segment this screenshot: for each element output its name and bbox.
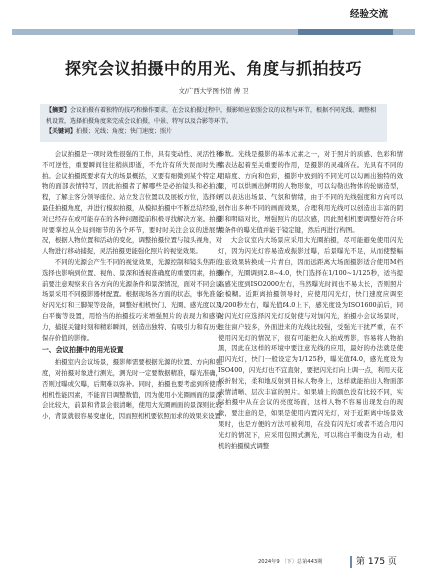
body-paragraph: 不同的光源会产生不同的视觉效果，光源控制和镜头焦距的选择也影响到位置、视角、景深和透视准确度的重要因素，拍摄前要注意观察来自各方向的光源条件和景深情况，面对不同会议场景采用不同摄影器材配置。根据现场各方面的状态，事先准备好闪光灯和三脚架等设备，调整好相机快门、光圈、感光度以及白平衡等设置，用恰当的拍摄技巧来增强照片的表现力和感染力，捕捉关键时刻和精彩瞬间，创造出独特、有吸引力和有历史保存价值的影像。 xyxy=(42,257,222,342)
left-column xyxy=(42,149,222,422)
article-author: 文/广西大学图书馆 傅 卫 xyxy=(178,87,249,95)
abstract xyxy=(46,106,381,127)
section-heading: 一、会议拍摄中的用光设置 xyxy=(42,346,124,355)
abstract-text: 会议拍摄有着独特的技巧和操作要求，在会议拍摄过程中，摄影师应依照会议的议程与环节，根据不同光线、调整相机设置，选择拍摄角度来完成会议拍摄，中景、特写以及合影等环节。 xyxy=(46,107,377,125)
section-tag: 经验交流 xyxy=(349,9,388,20)
right-column xyxy=(218,149,403,451)
section-rule xyxy=(12,29,415,35)
body-paragraph: 参数。光线是摄影的基本元素之一，对于照片的质感、色彩和情绪表达起着至关重要的作用，是摄影的灵魂所在。光具有不同的明暗度、方向和色彩，摄影中放到的不同光可以勾画出独特的效果，可以烘画出鲜明的人物形象，可以勾勒出物体的轮廓造型，可以表达出场景、气氛和情绪，由于不同的光线强度和方向可以创作出多种不同的画面效果，合理利用光线可以创造出丰富的阴影和明暗对比，增强照片的层次感，因此照相机要调整好符合环境条件的曝光值并能于镜定键，然后再进行构图。 xyxy=(218,150,403,234)
body-paragraph: 大会议室内大场景应采用大光圈拍摄，尽可能避免使用闪光灯，因为闪光灯容易造成振影过曝，后景曝光不足，从而使整幅主旅效果转换成一片青白，因而远距离大场面摄影适合使用M档操作，光圈调到2.8~4.0，快门选择在1/100~1/125秒，适当提高感光度到ISO2000左右，当然曝光时间也不易太长，否则照片会模糊。近距离拍摄领导时，应使用闪光灯，快门速度应调至1/200秒左右，曝光值f4.0上下，感光度设为ISO1600前后，同时闪光灯应选择闪光灯反射使与对加闪光，拍摄小会议场景时，往往窗户较多，外面进来的光线比较强，受强光干扰严重，在不使用闪光灯的情况下，很有可能把众人拍成剪影，容易将人物拍黑，因此在这样的环境中要注意光线的应用，最好的办法就是使用闪光灯，快门一般设定为1/125秒，曝光值f4.0，感光度设为ISO400，闪光灯也不宜直射，要把闪光灯向上调一点，利用天花板折射光，柔和地反射到目标人物身上，这样就能拍出人物面部表情清晰、层次丰富的照片。如果墙上的颜色没有比较不同，实际拍摄中从在会议的亮度场面，这样人物不容易出现发白的现象，要注意的是，如果是使用内置闪光灯，对于近距离中场景效果时，也是方便的方法可被利用，在没有闪光灯或者不适合用闪光灯的情况下，应采用包围式测光，可以将白平衡设为自动，相机的拍摄模式调整 xyxy=(218,236,403,450)
body-paragraph: 拍摄室内会议场景，摄影师需要根据光源的位置、方向和强度，对拍摄对象进行测光，测光时一定要数据精准，曝光准确，否则过曝或欠曝，后期难以弥补。同时，拍摄也要考虑到所使用相机性能因素，不能盲目调整数值，因为使用小光圈画面的景深会比较大，前景和背景会很清晰，使用大光圈画面的景深则比较小，背景就很容易变虚化，因而照相机要依照而求的效果来设置 xyxy=(42,358,222,421)
body-paragraph: 会议拍摄是一项时效性很强的工作，具有变动性、灵活性和不可逆性，重要瞬间往往稍纵即逝，不允许有所失误而时失再拍。会议拍摄既要求有大的场景概括，又要有细微到某个特定人物的面部表情特写，因此拍摄者了解哪些是必拍镜头和必拍流程，了解主客分领导座位、站立发言位置以及展板方位，选择好最佳拍摄角度，并进行模拟拍摄，从模拟拍摄中不断总结经验，对已经存在或可能存在的各种问题提前积极寻找解决方案。拍摄时要掌控从全局到细节的各个环节，要时时关注会议的进展情况，根据人物位置和活动的变化，调整拍摄位置与镜头视角，对人物进行移动捕捉，灵活拍摄更能强化照片的视觉效果。 xyxy=(42,150,222,256)
abstract-label: 【摘要】 xyxy=(46,107,71,114)
keywords xyxy=(46,127,381,138)
footer-divider xyxy=(350,556,352,568)
keywords-text: 拍摄；光线；角度；快门速度；照片 xyxy=(76,128,173,135)
abstract-box xyxy=(40,104,387,142)
footer-issue: 2024年9 〔下〕总第443期 xyxy=(258,559,323,565)
page-number: 第 175 页 xyxy=(356,557,397,567)
article-title: 探究会议拍摄中的用光、角度与抓拍技巧 xyxy=(64,59,362,78)
keywords-label: 【关键词】 xyxy=(46,128,77,135)
